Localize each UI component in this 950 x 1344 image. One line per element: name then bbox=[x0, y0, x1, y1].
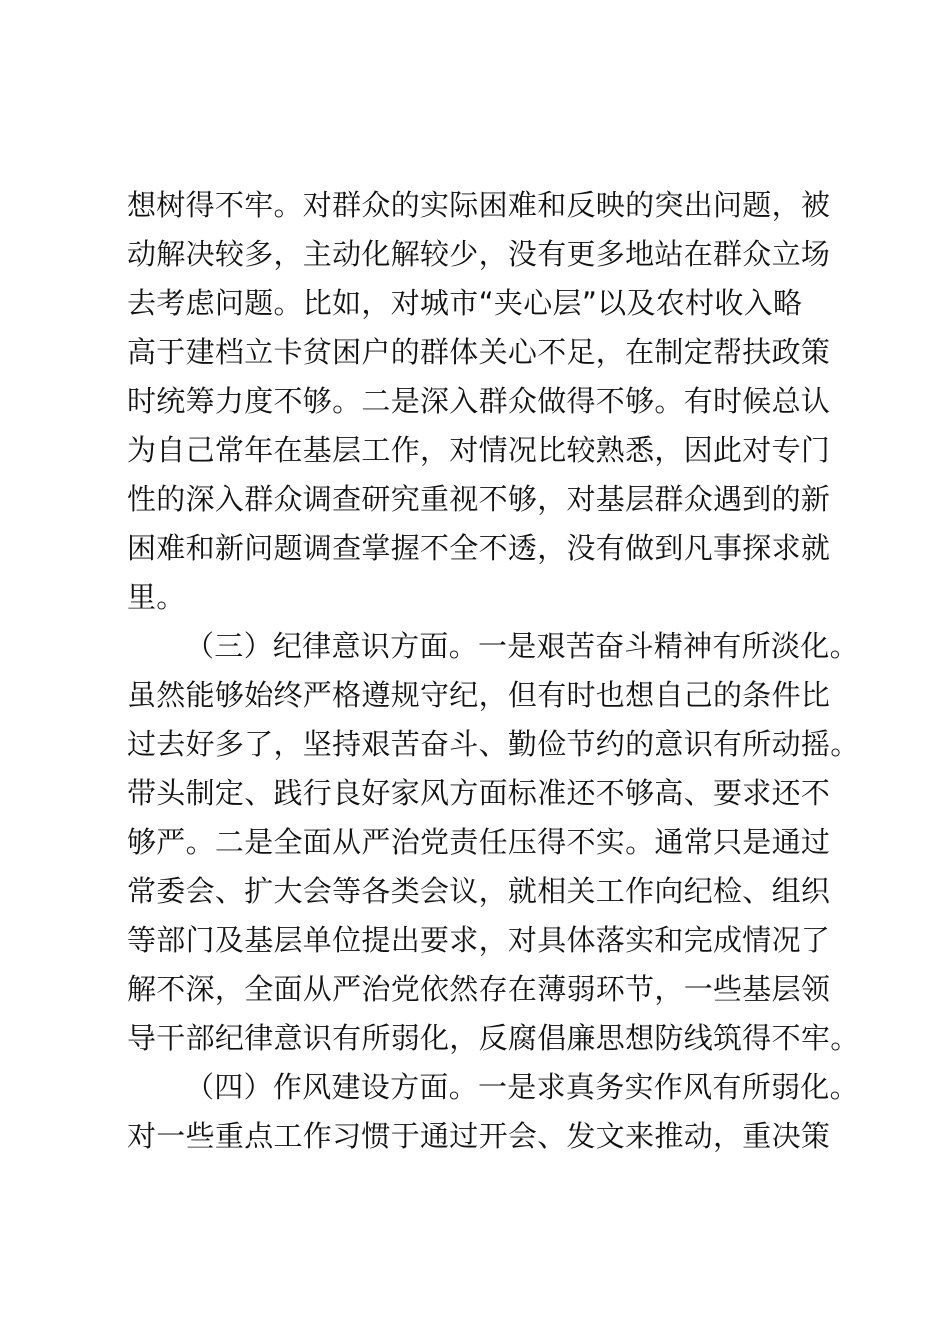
text-line: 为自己常年在基层工作，对情况比较熟悉，因此对专门 bbox=[127, 433, 831, 467]
text-line: 里。 bbox=[127, 580, 186, 614]
text-line: 够严。二是全面从严治党责任压得不实。通常只是通过 bbox=[127, 825, 831, 859]
text-line: 性的深入群众调查研究重视不够，对基层群众遇到的新 bbox=[127, 482, 831, 516]
section-heading-line: （四）作风建设方面。一是求真务实作风有所弱化。 bbox=[185, 1070, 859, 1104]
text-line: 等部门及基层单位提出要求，对具体落实和完成情况了 bbox=[127, 923, 831, 957]
text-line: 去考虑问题。比如，对城市“夹心层”以及农村收入略 bbox=[127, 286, 803, 320]
text-line: 过去好多了，坚持艰苦奋斗、勤俭节约的意识有所动摇。 bbox=[127, 727, 860, 761]
body-text bbox=[127, 181, 860, 1161]
text-line: 带头制定、践行良好家风方面标准还不够高、要求还不 bbox=[127, 776, 831, 810]
text-line: 动解决较多，主动化解较少，没有更多地站在群众立场 bbox=[127, 237, 831, 271]
section-heading-line: （三）纪律意识方面。一是艰苦奋斗精神有所淡化。 bbox=[185, 629, 859, 663]
text-line: 解不深，全面从严治党依然存在薄弱环节，一些基层领 bbox=[127, 972, 831, 1006]
text-line: 虽然能够始终严格遵规守纪，但有时也想自己的条件比 bbox=[127, 678, 831, 712]
text-line: 困难和新问题调查掌握不全不透，没有做到凡事探求就 bbox=[127, 531, 831, 565]
text-line: 常委会、扩大会等各类会议，就相关工作向纪检、组织 bbox=[127, 874, 831, 908]
text-line: 高于建档立卡贫困户的群体关心不足，在制定帮扶政策 bbox=[127, 335, 831, 369]
text-line: 对一些重点工作习惯于通过开会、发文来推动，重决策 bbox=[127, 1119, 831, 1153]
text-line: 导干部纪律意识有所弱化，反腐倡廉思想防线筑得不牢。 bbox=[127, 1021, 860, 1055]
text-line: 时统筹力度不够。二是深入群众做得不够。有时候总认 bbox=[127, 384, 831, 418]
text-line: 想树得不牢。对群众的实际困难和反映的突出问题，被 bbox=[127, 188, 831, 222]
